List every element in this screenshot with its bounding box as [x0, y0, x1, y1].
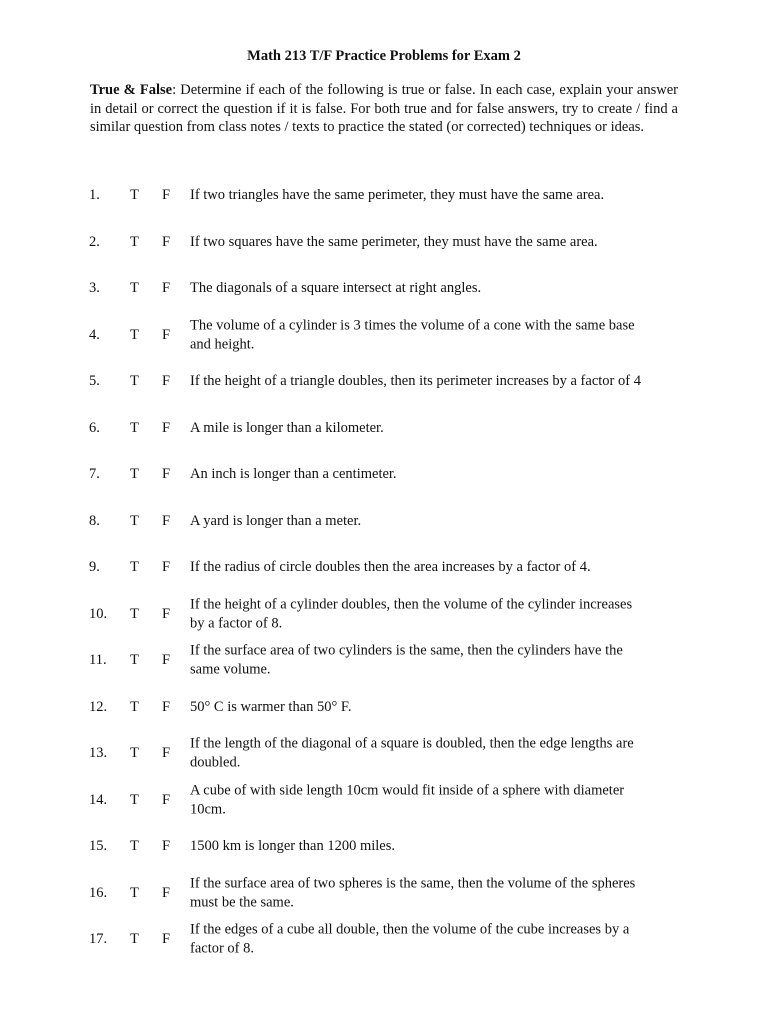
question-text: 1500 km is longer than 1200 miles. — [190, 837, 395, 854]
false-option: F — [162, 466, 171, 482]
question-number: 4. — [89, 327, 100, 343]
false-option: F — [162, 559, 171, 575]
false-option: F — [162, 280, 171, 296]
false-option: F — [162, 187, 171, 203]
instructions-body: : Determine if each of the following is true or false. In each case, explain your answer in detail or correct the question if it is false. For both true and for false answers, try to create / find a similar question from class notes / texts to practice the stated (or corrected) techniques or ideas. — [90, 82, 678, 135]
question-text: If the length of the diagonal of a square is doubled, then the edge lengths are doubled. — [190, 735, 634, 770]
question-text: If the surface area of two cylinders is the same, then the cylinders have the same volume. — [190, 642, 623, 677]
true-option: T — [130, 931, 139, 947]
question-text: The diagonals of a square intersect at right angles. — [190, 279, 482, 296]
instructions-lead: True & False — [90, 82, 173, 98]
question-number: 16. — [89, 885, 108, 901]
true-option: T — [130, 234, 139, 250]
page-title: Math 213 T/F Practice Problems for Exam 2 — [247, 48, 521, 64]
true-option: T — [130, 420, 139, 436]
question-number: 14. — [89, 792, 108, 808]
true-option: T — [130, 187, 139, 203]
question-item — [0, 594, 768, 634]
question-number: 11. — [89, 652, 107, 668]
question-item — [0, 501, 768, 541]
question-item — [0, 873, 768, 913]
question-text: If the height of a cylinder doubles, then the volume of the cylinder increases by a factor of 8. — [190, 596, 633, 631]
true-option: T — [130, 280, 139, 296]
question-text: If the surface area of two spheres is the same, then the volume of the spheres must be the same. — [190, 875, 636, 910]
false-option: F — [162, 327, 171, 343]
true-option: T — [130, 885, 139, 901]
question-number: 5. — [89, 373, 100, 389]
question-item — [0, 315, 768, 355]
false-option: F — [162, 652, 171, 668]
question-text: 50° C is warmer than 50° F. — [190, 698, 352, 715]
question-text: If two squares have the same perimeter, they must have the same area. — [190, 233, 598, 250]
question-text: An inch is longer than a centimeter. — [190, 465, 397, 482]
false-option: F — [162, 792, 171, 808]
question-item — [0, 268, 768, 308]
question-number: 12. — [89, 699, 108, 715]
question-number: 9. — [89, 559, 100, 575]
question-item — [0, 222, 768, 262]
true-option: T — [130, 373, 139, 389]
question-item — [0, 640, 768, 680]
false-option: F — [162, 745, 171, 761]
question-text: If the height of a triangle doubles, then its perimeter increases by a factor of 4 — [190, 372, 641, 389]
question-item — [0, 175, 768, 215]
true-option: T — [130, 652, 139, 668]
false-option: F — [162, 513, 171, 529]
question-text: If two triangles have the same perimeter, they must have the same area. — [190, 186, 605, 203]
false-option: F — [162, 838, 171, 854]
question-number: 3. — [89, 280, 100, 296]
true-option: T — [130, 327, 139, 343]
question-number: 10. — [89, 606, 108, 622]
true-option: T — [130, 513, 139, 529]
true-option: T — [130, 792, 139, 808]
question-number: 8. — [89, 513, 100, 529]
true-option: T — [130, 699, 139, 715]
true-option: T — [130, 606, 139, 622]
false-option: F — [162, 420, 171, 436]
false-option: F — [162, 234, 171, 250]
question-item — [0, 408, 768, 448]
question-number: 17. — [89, 931, 108, 947]
false-option: F — [162, 606, 171, 622]
question-number: 13. — [89, 745, 108, 761]
true-option: T — [130, 466, 139, 482]
true-option: T — [130, 745, 139, 761]
question-number: 1. — [89, 187, 100, 203]
question-item — [0, 547, 768, 587]
question-item — [0, 780, 768, 820]
question-item — [0, 826, 768, 866]
question-item — [0, 687, 768, 727]
question-number: 15. — [89, 838, 108, 854]
question-item — [0, 919, 768, 959]
false-option: F — [162, 885, 171, 901]
question-text: A yard is longer than a meter. — [190, 512, 362, 529]
question-number: 7. — [89, 466, 100, 482]
question-text: A cube of with side length 10cm would fit inside of a sphere with diameter 10cm. — [190, 782, 625, 817]
question-number: 6. — [89, 420, 100, 436]
true-option: T — [130, 838, 139, 854]
question-text: The volume of a cylinder is 3 times the volume of a cone with the same base and height. — [190, 317, 635, 352]
question-item — [0, 361, 768, 401]
question-text: If the edges of a cube all double, then the volume of the cube increases by a factor of 8. — [190, 921, 630, 956]
question-item — [0, 454, 768, 494]
question-text: If the radius of circle doubles then the area increases by a factor of 4. — [190, 558, 591, 575]
true-option: T — [130, 559, 139, 575]
question-text: A mile is longer than a kilometer. — [190, 419, 384, 436]
instructions-paragraph — [90, 81, 678, 137]
false-option: F — [162, 699, 171, 715]
false-option: F — [162, 373, 171, 389]
question-item — [0, 733, 768, 773]
question-number: 2. — [89, 234, 100, 250]
false-option: F — [162, 931, 171, 947]
